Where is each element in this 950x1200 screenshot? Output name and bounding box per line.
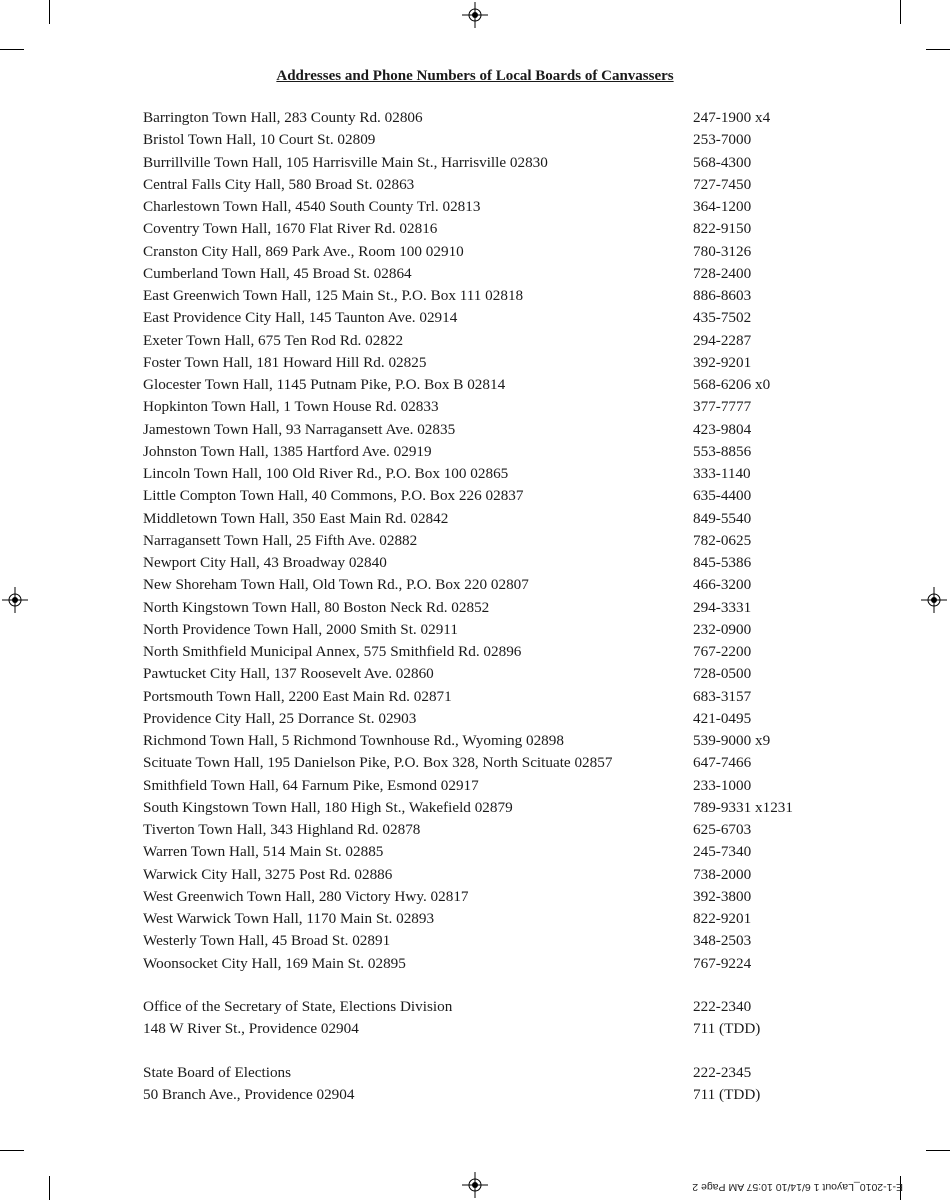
entry-address: Coventry Town Hall, 1670 Flat River Rd. 02816	[143, 220, 438, 238]
list-item	[143, 241, 823, 263]
entry-phone: 377-7777	[693, 398, 752, 416]
entry-phone: 435-7502	[693, 309, 752, 327]
list-item	[143, 908, 823, 930]
registration-mark-icon	[462, 1172, 488, 1198]
list-item	[143, 508, 823, 530]
canvassers-list	[143, 107, 823, 975]
entry-address: Narragansett Town Hall, 25 Fifth Ave. 02882	[143, 531, 418, 549]
list-item	[143, 307, 823, 329]
list-item	[143, 864, 823, 886]
entry-phone: 364-1200	[693, 198, 752, 215]
entry-address: Jamestown Town Hall, 93 Narragansett Ave. 02835	[143, 420, 456, 438]
entry-phone: 780-3126	[693, 242, 752, 260]
entry-address: Cumberland Town Hall, 45 Broad St. 02864	[143, 264, 412, 282]
list-item	[143, 152, 823, 174]
entry-phone: 767-9224	[693, 954, 752, 972]
entry-phone: 683-3157	[693, 687, 752, 705]
list-item	[143, 396, 823, 418]
entry-address: Woonsocket City Hall, 169 Main St. 02895	[143, 954, 406, 972]
entry-phone: 568-4300	[693, 153, 752, 171]
entry-phone: 782-0625	[693, 531, 752, 549]
entry-phone: 294-3331	[693, 598, 752, 616]
entry-phone: 245-7340	[693, 843, 752, 861]
entry-phone: 822-9150	[693, 220, 752, 238]
entry-address: East Providence City Hall, 145 Taunton Ave. 02914	[143, 309, 458, 327]
list-item	[143, 953, 823, 975]
list-item	[143, 129, 823, 151]
crop-mark	[926, 49, 950, 50]
entry-phone: 789-9331 x1231	[693, 798, 793, 816]
entry-address: Burrillville Town Hall, 105 Harrisville Main St., Harrisville 02830	[143, 153, 548, 171]
entry-phone: 553-8856	[693, 442, 752, 460]
list-item	[143, 730, 823, 752]
crop-mark	[0, 49, 24, 50]
list-item	[143, 663, 823, 685]
entry-address: North Providence Town Hall, 2000 Smith St. 02911	[143, 620, 458, 638]
entry-address: Little Compton Town Hall, 40 Commons, P.O. Box 226 02837	[143, 487, 524, 505]
entry-address: Glocester Town Hall, 1145 Putnam Pike, P.O. Box B 02814	[143, 376, 506, 393]
crop-mark	[0, 1150, 24, 1151]
list-item	[143, 552, 823, 574]
registration-mark-icon	[2, 587, 28, 613]
crop-mark	[49, 0, 50, 24]
office-name: Office of the Secretary of State, Elections Division	[143, 998, 453, 1015]
entry-phone: 727-7450	[693, 175, 752, 193]
list-item	[143, 463, 823, 485]
entry-address: Cranston City Hall, 869 Park Ave., Room 100 02910	[143, 242, 464, 260]
state-board-block	[143, 1062, 823, 1107]
crop-mark	[900, 0, 901, 24]
list-item	[143, 107, 823, 129]
list-item	[143, 708, 823, 730]
list-item	[143, 574, 823, 596]
office-address: 50 Branch Ave., Providence 02904	[143, 1086, 355, 1104]
entry-address: Warren Town Hall, 514 Main St. 02885	[143, 843, 384, 861]
entry-address: Central Falls City Hall, 580 Broad St. 02863	[143, 175, 415, 193]
entry-address: North Smithfield Municipal Annex, 575 Smithfield Rd. 02896	[143, 643, 522, 660]
list-item	[143, 530, 823, 552]
entry-address: Hopkinton Town Hall, 1 Town House Rd. 02833	[143, 398, 439, 416]
tdd-number: 711 (TDD)	[693, 1020, 761, 1038]
entry-phone: 767-2200	[693, 643, 752, 660]
entry-phone: 647-7466	[693, 754, 752, 772]
registration-mark-icon	[462, 2, 488, 28]
entry-phone: 728-0500	[693, 665, 752, 683]
entry-address: West Greenwich Town Hall, 280 Victory Hwy. 02817	[143, 887, 469, 905]
list-item	[143, 263, 823, 285]
list-item	[143, 797, 823, 819]
list-item	[143, 441, 823, 463]
entry-address: Pawtucket City Hall, 137 Roosevelt Ave. 02860	[143, 665, 434, 683]
list-item	[143, 485, 823, 507]
entry-address: Newport City Hall, 43 Broadway 02840	[143, 554, 387, 571]
list-item	[143, 686, 823, 708]
list-item	[143, 619, 823, 641]
entry-address: Tiverton Town Hall, 343 Highland Rd. 02878	[143, 821, 421, 838]
entry-phone: 466-3200	[693, 576, 752, 594]
list-item	[143, 352, 823, 374]
entry-address: Portsmouth Town Hall, 2200 East Main Rd. 02871	[143, 687, 452, 705]
entry-phone: 738-2000	[693, 865, 752, 883]
print-slug: E-1-2010_Layout 1 6/14/10 10:57 AM Page 2	[692, 1181, 903, 1193]
list-item	[143, 330, 823, 352]
entry-phone: 728-2400	[693, 264, 752, 282]
list-item	[143, 218, 823, 240]
phone-number: 222-2340	[693, 998, 752, 1015]
entry-phone: 635-4400	[693, 487, 752, 505]
entry-phone: 392-3800	[693, 887, 752, 905]
entry-address: Johnston Town Hall, 1385 Hartford Ave. 02919	[143, 442, 432, 460]
entry-address: West Warwick Town Hall, 1170 Main St. 02893	[143, 910, 435, 927]
entry-address: Exeter Town Hall, 675 Ten Rod Rd. 02822	[143, 331, 404, 349]
entry-phone: 348-2503	[693, 932, 752, 950]
entry-address: Richmond Town Hall, 5 Richmond Townhouse Rd., Wyoming 02898	[143, 732, 564, 749]
list-item	[143, 174, 823, 196]
list-item	[143, 196, 823, 218]
tdd-number: 711 (TDD)	[693, 1086, 761, 1104]
list-item	[143, 996, 823, 1018]
entry-phone: 233-1000	[693, 776, 752, 794]
secretary-of-state-block	[143, 996, 823, 1041]
entry-phone: 421-0495	[693, 709, 752, 727]
entry-address: Lincoln Town Hall, 100 Old River Rd., P.O. Box 100 02865	[143, 465, 509, 482]
entry-address: Smithfield Town Hall, 64 Farnum Pike, Esmond 02917	[143, 776, 479, 794]
crop-mark	[926, 1150, 950, 1151]
registration-mark-icon	[921, 587, 947, 613]
entry-phone: 253-7000	[693, 131, 752, 149]
entry-address: New Shoreham Town Hall, Old Town Rd., P.O. Box 220 02807	[143, 576, 529, 594]
entry-address: Bristol Town Hall, 10 Court St. 02809	[143, 131, 376, 149]
entry-address: Foster Town Hall, 181 Howard Hill Rd. 02825	[143, 353, 427, 371]
list-item	[143, 1084, 823, 1106]
entry-phone: 423-9804	[693, 420, 752, 438]
entry-phone: 247-1900 x4	[693, 109, 771, 126]
entry-phone: 232-0900	[693, 620, 752, 638]
phone-number: 222-2345	[693, 1064, 752, 1081]
crop-mark	[49, 1176, 50, 1200]
list-item	[143, 1018, 823, 1040]
list-item	[143, 886, 823, 908]
entry-address: Barrington Town Hall, 283 County Rd. 02806	[143, 109, 423, 126]
entry-address: North Kingstown Town Hall, 80 Boston Neck Rd. 02852	[143, 598, 490, 616]
entry-address: Charlestown Town Hall, 4540 South County Trl. 02813	[143, 198, 481, 215]
entry-address: Warwick City Hall, 3275 Post Rd. 02886	[143, 865, 393, 883]
entry-phone: 392-9201	[693, 353, 752, 371]
list-item	[143, 597, 823, 619]
entry-address: Middletown Town Hall, 350 East Main Rd. 02842	[143, 509, 449, 527]
entry-address: Scituate Town Hall, 195 Danielson Pike, P.O. Box 328, North Scituate 02857	[143, 754, 613, 772]
entry-phone: 849-5540	[693, 509, 752, 527]
entry-phone: 845-5386	[693, 554, 752, 571]
entry-phone: 294-2287	[693, 331, 752, 349]
office-name: State Board of Elections	[143, 1064, 292, 1081]
entry-phone: 886-8603	[693, 287, 752, 304]
list-item	[143, 752, 823, 774]
list-item	[143, 419, 823, 441]
page-title: Addresses and Phone Numbers of Local Boards of Canvassers	[276, 68, 674, 84]
entry-address: Providence City Hall, 25 Dorrance St. 02903	[143, 709, 417, 727]
list-item	[143, 775, 823, 797]
entry-address: South Kingstown Town Hall, 180 High St., Wakefield 02879	[143, 798, 513, 816]
list-item	[143, 374, 823, 396]
entry-phone: 822-9201	[693, 910, 752, 927]
entry-address: Westerly Town Hall, 45 Broad St. 02891	[143, 932, 391, 950]
list-item	[143, 1062, 823, 1084]
entry-phone: 568-6206 x0	[693, 376, 771, 393]
list-item	[143, 841, 823, 863]
entry-phone: 625-6703	[693, 821, 752, 838]
list-item	[143, 930, 823, 952]
list-item	[143, 285, 823, 307]
list-item	[143, 819, 823, 841]
list-item	[143, 641, 823, 663]
entry-address: East Greenwich Town Hall, 125 Main St., P.O. Box 111 02818	[143, 287, 524, 304]
entry-phone: 539-9000 x9	[693, 732, 771, 749]
office-address: 148 W River St., Providence 02904	[143, 1020, 359, 1038]
entry-phone: 333-1140	[693, 465, 751, 482]
